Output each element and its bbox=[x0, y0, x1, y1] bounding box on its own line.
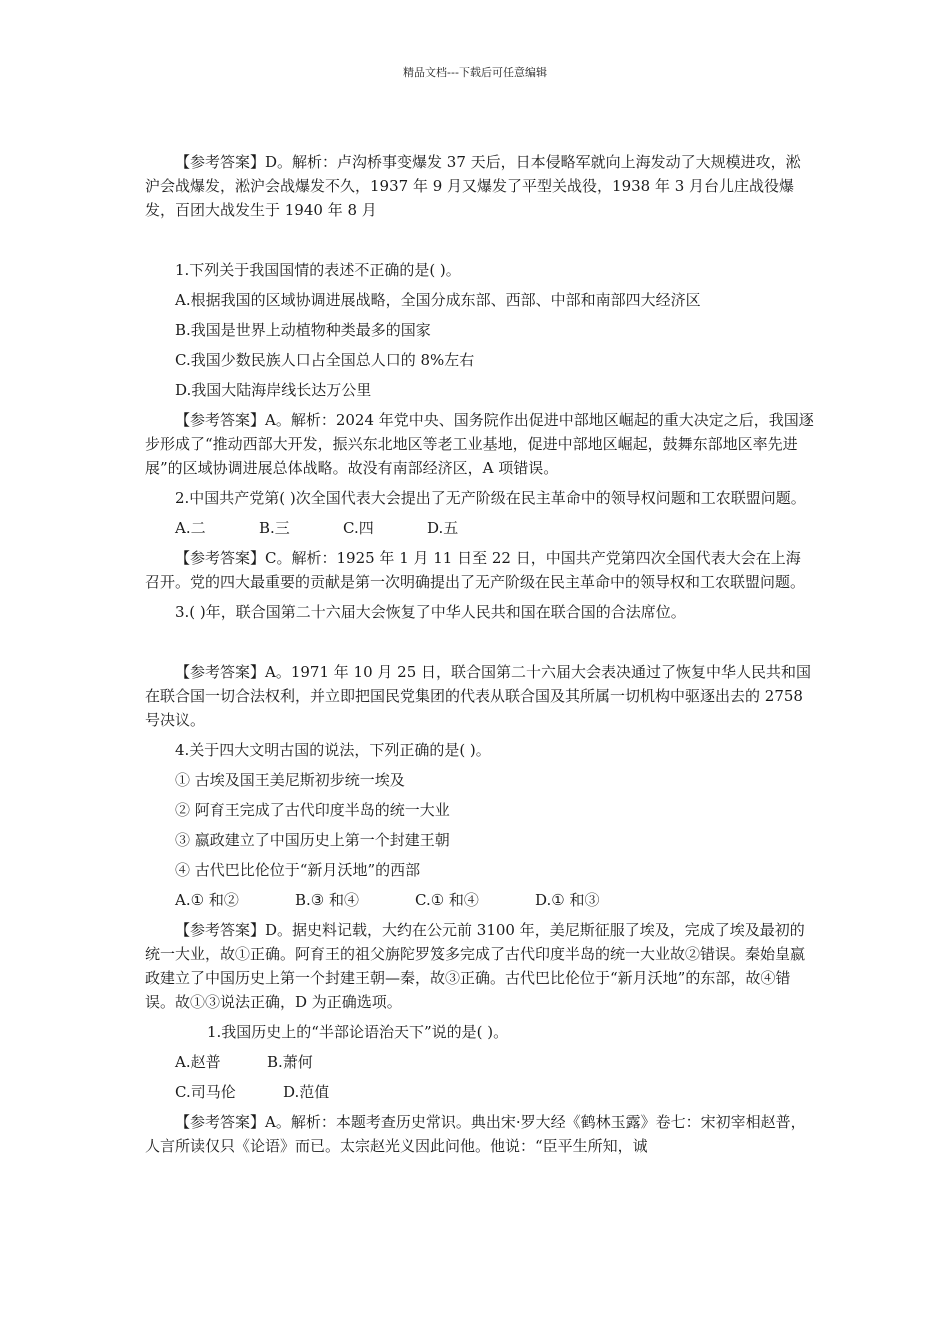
statement-4: ④ 古代巴比伦位于“新月沃地”的西部 bbox=[175, 861, 421, 879]
options-row-1 bbox=[145, 1050, 815, 1074]
answer-explanation: 【参考答案】A。1971 年 10 月 25 日，联合国第二十六届大会表决通过了恢复中华人民共和国在联合国一切合法权利，并立即把国民党集团的代表从联合国及其所属一切机构中驱逐出去的 2758 号决议。 bbox=[145, 663, 812, 729]
answer-explanation: 【参考答案】D。据史料记载，大约在公元前 3100 年，美尼斯征服了埃及，完成了埃及最初的统一大业，故①正确。阿育王的祖父旃陀罗笈多完成了古代印度半岛的统一大业故②错误。秦始皇嬴政建立了中国历史上第一个封建王朝—秦，故③正确。古代巴比伦位于“新月沃地”的东部，故④错误。故①③说法正确，D 为正确选项。 bbox=[145, 921, 806, 1011]
question-stem: 4.关于四大文明古国的说法，下列正确的是( )。 bbox=[175, 741, 491, 759]
question-3 bbox=[145, 600, 815, 732]
option-a: A.赵普 bbox=[175, 1053, 221, 1071]
option-b: B.萧何 bbox=[267, 1053, 313, 1071]
question-1 bbox=[145, 258, 815, 480]
statement-2: ② 阿育王完成了古代印度半岛的统一大业 bbox=[175, 801, 450, 819]
question-2 bbox=[145, 486, 815, 594]
option-d: D.① 和③ bbox=[535, 891, 600, 909]
option-c: C.四 bbox=[343, 519, 374, 537]
answer-explanation: 【参考答案】A。解析：本题考查历史常识。典出宋·罗大经《鹤林玉露》卷七：宋初宰相赵普，人言所读仅只《论语》而已。太宗赵光义因此问他。他说：“臣平生所知，诚 bbox=[145, 1113, 806, 1155]
option-c: C.司马伦 bbox=[175, 1083, 236, 1101]
options-row bbox=[145, 888, 815, 912]
statement-3: ③ 嬴政建立了中国历史上第一个封建王朝 bbox=[175, 831, 450, 849]
question-stem: 2.中国共产党第( )次全国代表大会提出了无产阶级在民主革命中的领导权问题和工农联盟问题。 bbox=[175, 489, 806, 507]
answer-explanation: 【参考答案】A。解析：2024 年党中央、国务院作出促进中部地区崛起的重大决定之后，我国逐步形成了“推动西部大开发，振兴东北地区等老工业基地，促进中部地区崛起，鼓舞东部地区率先进展”的区域协调进展总体战略。故没有南部经济区，A 项错误。 bbox=[145, 411, 814, 477]
option-a: A.① 和② bbox=[175, 891, 239, 909]
question-stem: 1.下列关于我国国情的表述不正确的是( )。 bbox=[175, 261, 461, 279]
option-c: C.① 和④ bbox=[415, 891, 479, 909]
option-d: D.五 bbox=[427, 519, 459, 537]
options-row bbox=[145, 516, 815, 540]
statement-1: ① 古埃及国王美尼斯初步统一埃及 bbox=[175, 771, 405, 789]
question-stem: 3.( )年，联合国第二十六届大会恢复了中华人民共和国在联合国的合法席位。 bbox=[175, 603, 686, 621]
option-b: B.我国是世界上动植物种类最多的国家 bbox=[175, 321, 431, 339]
question-4 bbox=[145, 738, 815, 1014]
option-d: D.我国大陆海岸线长达万公里 bbox=[175, 381, 372, 399]
option-a: A.二 bbox=[175, 519, 206, 537]
question-stem: 1.我国历史上的“半部论语治天下”说的是( )。 bbox=[207, 1023, 509, 1041]
option-b: B.③ 和④ bbox=[295, 891, 360, 909]
answer-explanation: 【参考答案】C。解析：1925 年 1 月 11 日至 22 日，中国共产党第四次全国代表大会在上海召开。党的四大最重要的贡献是第一次明确提出了无产阶级在民主革命中的领导权和工农联盟问题。 bbox=[145, 549, 806, 591]
option-a: A.根据我国的区域协调进展战略，全国分成东部、西部、中部和南部四大经济区 bbox=[175, 291, 701, 309]
options-row-2 bbox=[145, 1080, 815, 1104]
question-5 bbox=[145, 1020, 815, 1158]
page-header: 精品文档---下载后可任意编辑 bbox=[403, 66, 547, 79]
intro-answer: 【参考答案】D。解析：卢沟桥事变爆发 37 天后，日本侵略军就向上海发动了大规模进攻，淞沪会战爆发，淞沪会战爆发不久，1937 年 9 月又爆发了平型关战役，1938 年 3 月台儿庄战役爆发，百团大战发生于 1940 年 8 月 bbox=[145, 153, 801, 219]
option-d: D.范值 bbox=[283, 1083, 330, 1101]
option-c: C.我国少数民族人口占全国总人口的 8%左右 bbox=[175, 351, 475, 369]
document-body bbox=[145, 150, 815, 1158]
option-b: B.三 bbox=[259, 519, 290, 537]
